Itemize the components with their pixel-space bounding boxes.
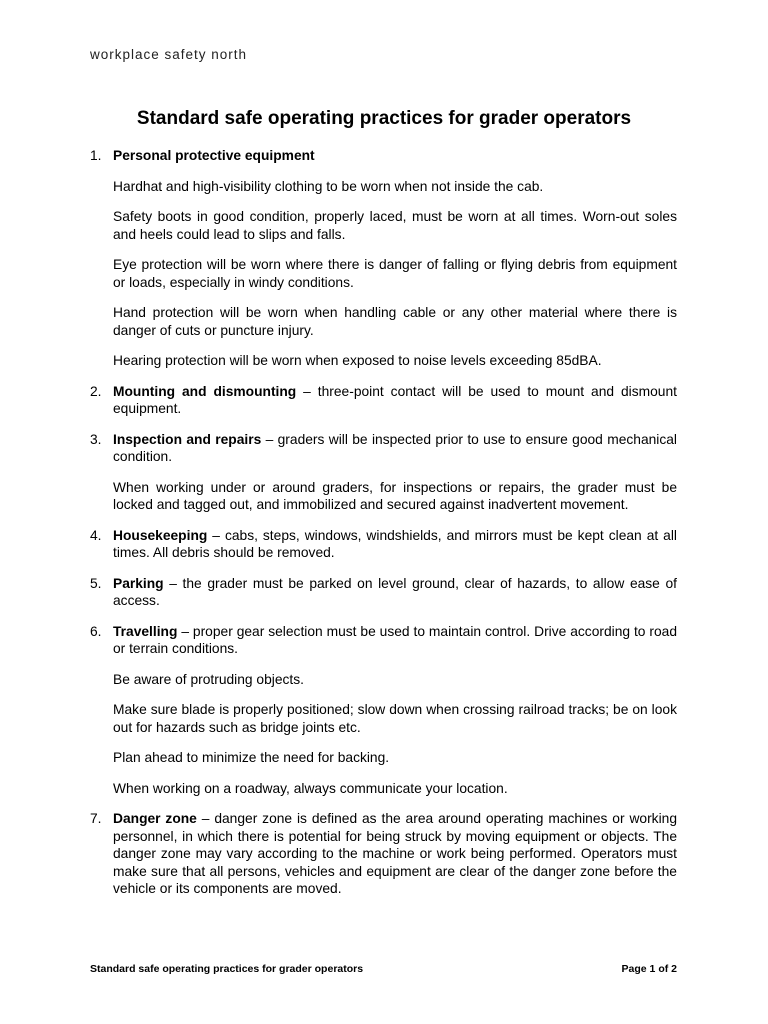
- section-number: 5.: [90, 575, 102, 591]
- section-heading: Danger zone: [113, 811, 197, 826]
- section-number: 3.: [90, 431, 102, 447]
- section-lead-text: – cabs, steps, windows, windshields, and mirrors must be kept clean at all times. All debris should be removed.: [113, 527, 677, 560]
- section-number: 1.: [90, 148, 102, 163]
- section-item: [90, 383, 677, 418]
- section-item: [90, 147, 677, 370]
- section-lead: [113, 623, 677, 658]
- section-paragraph: Hand protection will be worn when handling cable or any other material where there is danger of cuts or puncture injury.: [113, 305, 677, 338]
- section-paragraph: When working on a roadway, always communicate your location.: [113, 780, 508, 796]
- section-item: [90, 810, 677, 898]
- organization-name: workplace safety north: [90, 47, 248, 62]
- section-lead: [113, 431, 677, 466]
- section-number: 4.: [90, 527, 102, 543]
- section-lead-text: – danger zone is defined as the area around operating machines or working personnel, in which there is potential for being struck by moving equipment or objects. The danger zone may vary according to the machine or work being performed. Operators must make sure that all persons, vehicles and equipment are clear of the danger zone before the vehicle or its components are moved.: [113, 811, 677, 896]
- sections-list: [90, 147, 677, 911]
- section-lead: [113, 575, 677, 610]
- document-title: Standard safe operating practices for grader operators: [136, 108, 632, 129]
- section-paragraph: Eye protection will be worn where there is danger of falling or flying debris from equipment or loads, especially in windy conditions.: [113, 257, 677, 290]
- section-heading: Mounting and dismounting: [113, 383, 297, 399]
- section-lead-text: – proper gear selection must be used to maintain control. Drive according to road or terrain conditions.: [113, 623, 677, 656]
- page-number: Page 1 of 2: [621, 963, 677, 975]
- section-lead-text: – three-point contact will be used to mount and dismount equipment.: [113, 383, 677, 416]
- section-paragraph: Safety boots in good condition, properly laced, must be worn at all times. Worn-out soles and heels could lead to slips and falls.: [113, 209, 677, 242]
- section-paragraph: Hardhat and high-visibility clothing to be worn when not inside the cab.: [113, 178, 544, 194]
- section-item: [90, 575, 677, 610]
- section-paragraph: Make sure blade is properly positioned; slow down when crossing railroad tracks; be on look out for hazards such as bridge joints etc.: [113, 702, 677, 735]
- section-heading: Parking: [113, 575, 164, 591]
- section-lead: [113, 383, 677, 418]
- section-item: [90, 527, 677, 562]
- section-item: [90, 431, 677, 514]
- section-heading: Housekeeping: [113, 527, 208, 543]
- section-item: [90, 623, 677, 798]
- section-lead: [113, 147, 677, 165]
- section-lead: [113, 810, 677, 898]
- section-number: 2.: [90, 383, 102, 399]
- section-heading: Personal protective equipment: [113, 148, 315, 163]
- section-heading: Inspection and repairs: [113, 431, 262, 447]
- section-paragraph: Hearing protection will be worn when exposed to noise levels exceeding 85dBA.: [113, 353, 602, 368]
- section-number: 7.: [90, 811, 102, 826]
- section-lead-text: – the grader must be parked on level ground, clear of hazards, to allow ease of access.: [113, 575, 677, 608]
- section-paragraph: Be aware of protruding objects.: [113, 671, 304, 687]
- section-heading: Travelling: [113, 623, 178, 639]
- section-paragraph: Plan ahead to minimize the need for backing.: [113, 750, 390, 765]
- footer-title: Standard safe operating practices for grader operators: [90, 963, 364, 975]
- section-paragraph: When working under or around graders, for inspections or repairs, the grader must be locked and tagged out, and immobilized and secured against inadvertent movement.: [113, 479, 677, 512]
- section-lead: [113, 527, 677, 562]
- section-number: 6.: [90, 623, 102, 639]
- section-lead-text: – graders will be inspected prior to use to ensure good mechanical condition.: [113, 431, 677, 464]
